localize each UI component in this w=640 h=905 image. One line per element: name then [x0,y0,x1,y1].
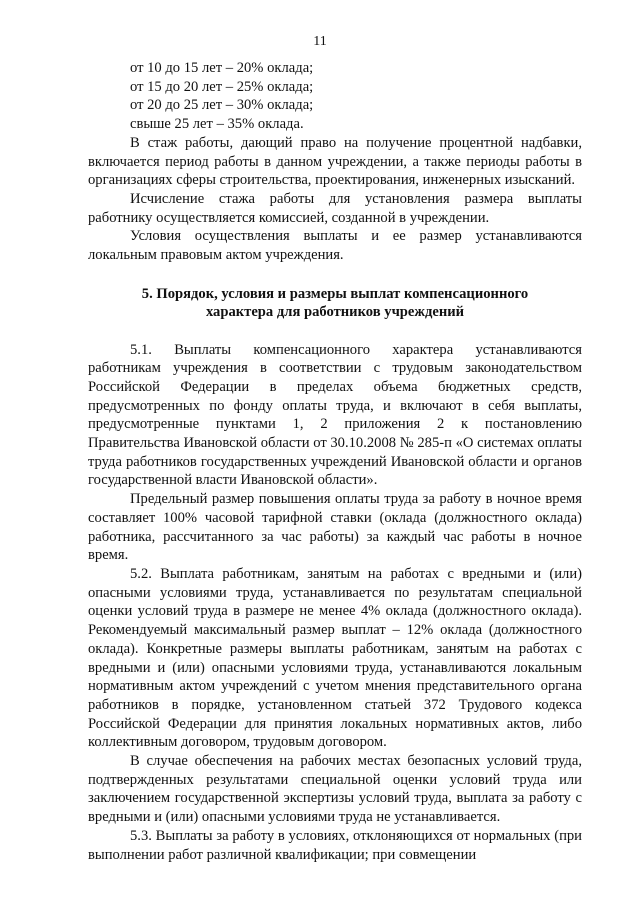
paragraph: 5.1. Выплаты компенсационного характера устанавливаются работникам учреждения в соответствии с трудовым законодательством Российской Федерации в пределах объема бюджетных средств, предусмотренных по фонду оплаты труда, и включают в себя выплаты, предусмотренные пунктами 1, 2 приложения 2 к постановлению Правительства Ивановской области от 30.10.2008 № 285-п «О системах оплаты труда работников государственных учреждений Ивановской области и органов государственной власти Ивановской области». [88,341,582,489]
list-item: от 10 до 15 лет – 20% оклада; [130,60,314,76]
paragraph: Условия осуществления выплаты и ее размер устанавливаются локальным правовым актом учреждения. [88,228,582,264]
paragraph: Исчисление стажа работы для установления размера выплаты работнику осуществляется комиссией, созданной в учреждении. [88,190,582,226]
paragraph: 5.3. Выплаты за работу в условиях, отклоняющихся от нормальных (при выполнении работ различной квалификации; при совмещении [88,827,582,863]
paragraph: 5.2. Выплата работникам, занятым на работах с вредными и (или) опасными условиями труда, устанавливается по результатам специальной оценки условий труда в размере не менее 4% оклада (должностного оклада). Рекомендуемый максимальный размер выплат – 12% оклада (должностного оклада). Конкретные размеры выплаты работникам, занятым на работах с вредными и (или) опасными условиями труда, устанавливаются локальным нормативным актом учреждений с учетом мнения представительного органа работников в порядке, установленном статьей 372 Трудового кодекса Российской Федерации для принятия локальных нормативных актов, либо коллективным договором, трудовым договором. [88,565,582,751]
page-number: 11 [313,34,327,49]
paragraph: В стаж работы, дающий право на получение процентной надбавки, включается период работы в данном учреждении, а также периоды работы в организациях сферы строительства, проектирования, инженерных изысканий. [88,134,582,189]
list-item: от 20 до 25 лет – 30% оклада; [130,97,314,114]
paragraph: Предельный размер повышения оплаты труда за работу в ночное время составляет 100% часовой тарифной ставки (оклада (должностного оклада) работника, рассчитанного за час работы) за каждый час работы в ночное время. [88,491,582,564]
section-heading-line: 5. Порядок, условия и размеры выплат компенсационного [141,285,529,302]
list-item: от 15 до 20 лет – 25% оклада; [130,78,314,95]
section-heading-line: характера для работников учреждений [205,304,465,321]
document-body [88,59,582,864]
list-item: свыше 25 лет – 35% оклада. [130,116,304,133]
section-heading [88,285,582,322]
paragraph: В случае обеспечения на рабочих местах безопасных условий труда, подтвержденных результатами специальной оценки условий труда или заключением государственной экспертизы условий труда, выплата за работу с вредными и (или) опасными условиями труда не устанавливается. [88,753,582,826]
